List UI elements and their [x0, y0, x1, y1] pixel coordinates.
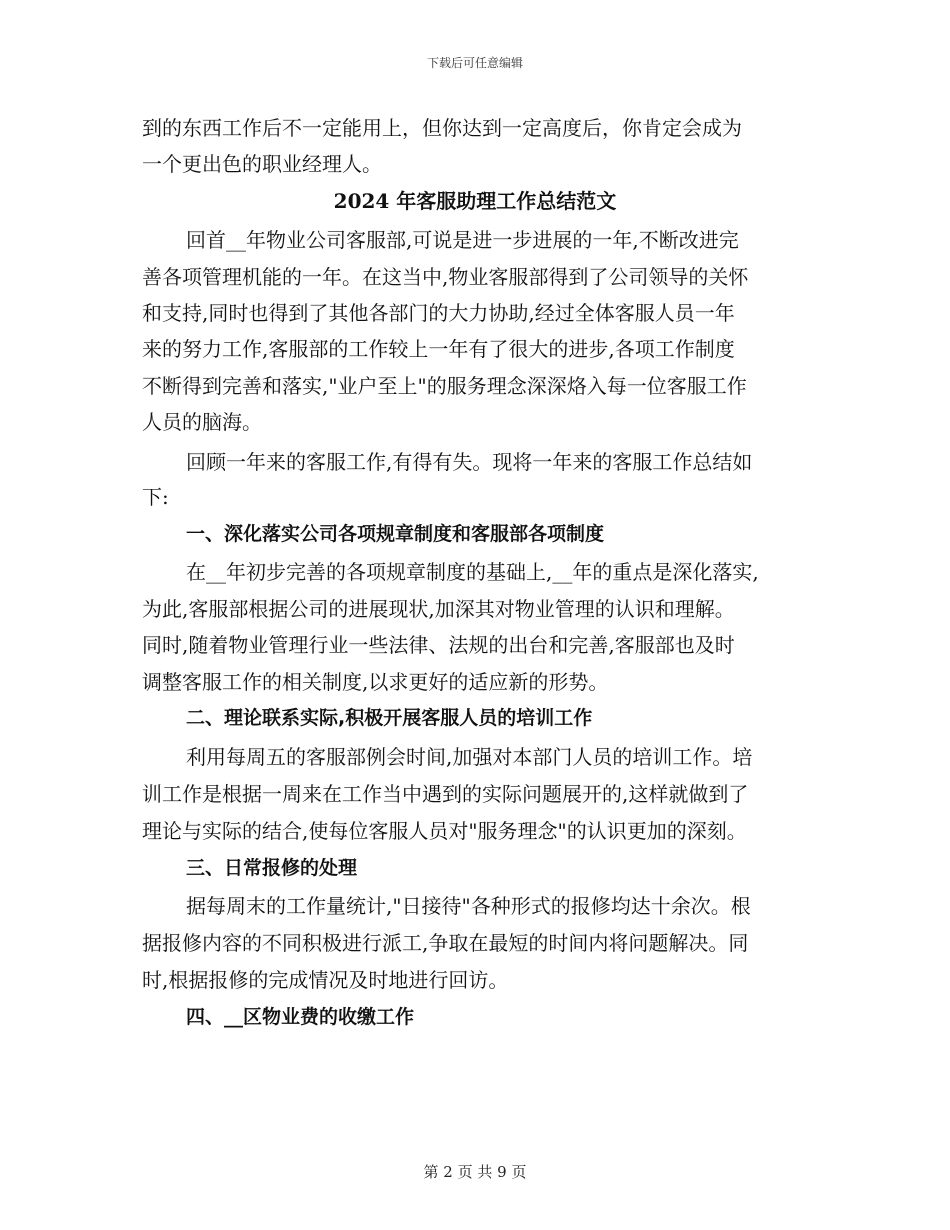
body-line: 一个更出色的职业经理人。 [142, 152, 382, 176]
body-line: 不断得到完善和落实,"业户至上"的服务理念深深烙入每一位客服工作 [142, 374, 747, 398]
body-line: 人员的脑海。 [142, 410, 262, 434]
body-line: 同时,随着物业管理行业一些法律、法规的出台和完善,客服部也及时 [142, 633, 735, 657]
body-line: 利用每周五的客服部例会时间,加强对本部门人员的培训工作。培 [186, 745, 753, 769]
body-line: 善各项管理机能的一年。在这当中,物业客服部得到了公司领导的关怀 [142, 265, 749, 289]
body-line: 训工作是根据一周来在工作当中遇到的实际问题展开的,这样就做到了 [142, 782, 749, 806]
body-line: 据每周末的工作量统计,"日接待"各种形式的报修均达十余次。根 [186, 894, 751, 918]
body-line: 回顾一年来的客服工作,有得有失。现将一年来的客服工作总结如 [186, 450, 753, 474]
section-heading-2: 二、理论联系实际,积极开展客服人员的培训工作 [186, 707, 593, 729]
body-line: 理论与实际的结合,使每位客服人员对"服务理念"的认识更加的深刻。 [142, 819, 747, 843]
body-line: 回首__年物业公司客服部,可说是进一步进展的一年,不断改进完 [186, 228, 739, 252]
section-heading-4: 四、__区物业费的收缴工作 [186, 1006, 415, 1028]
section-heading-3: 三、日常报修的处理 [186, 857, 358, 879]
body-line: 调整客服工作的相关制度,以求更好的适应新的形势。 [142, 670, 609, 694]
page-header: 下载后可任意编辑 [426, 56, 523, 70]
body-line: 在__年初步完善的各项规章制度的基础上,__年的重点是深化落实, [186, 560, 759, 584]
page-footer: 第 2 页 共 9 页 [423, 1163, 527, 1181]
document-title: 2024 年客服助理工作总结范文 [333, 189, 617, 213]
body-line: 来的努力工作,客服部的工作较上一年有了很大的进步,各项工作制度 [142, 337, 735, 361]
body-line: 和支持,同时也得到了其他各部门的大力协助,经过全体客服人员一年 [142, 301, 735, 325]
body-line: 下: [142, 485, 169, 509]
section-heading-1: 一、深化落实公司各项规章制度和客服部各项制度 [186, 523, 605, 545]
body-line: 时,根据报修的完成情况及时地进行回访。 [142, 968, 509, 992]
body-line: 据报修内容的不同积极进行派工,争取在最短的时间内将问题解决。同 [142, 931, 749, 955]
body-line: 到的东西工作后不一定能用上，但你达到一定高度后，你肯定会成为 [142, 116, 742, 140]
body-line: 为此,客服部根据公司的进展现状,加深其对物业管理的认识和理解。 [142, 597, 735, 621]
